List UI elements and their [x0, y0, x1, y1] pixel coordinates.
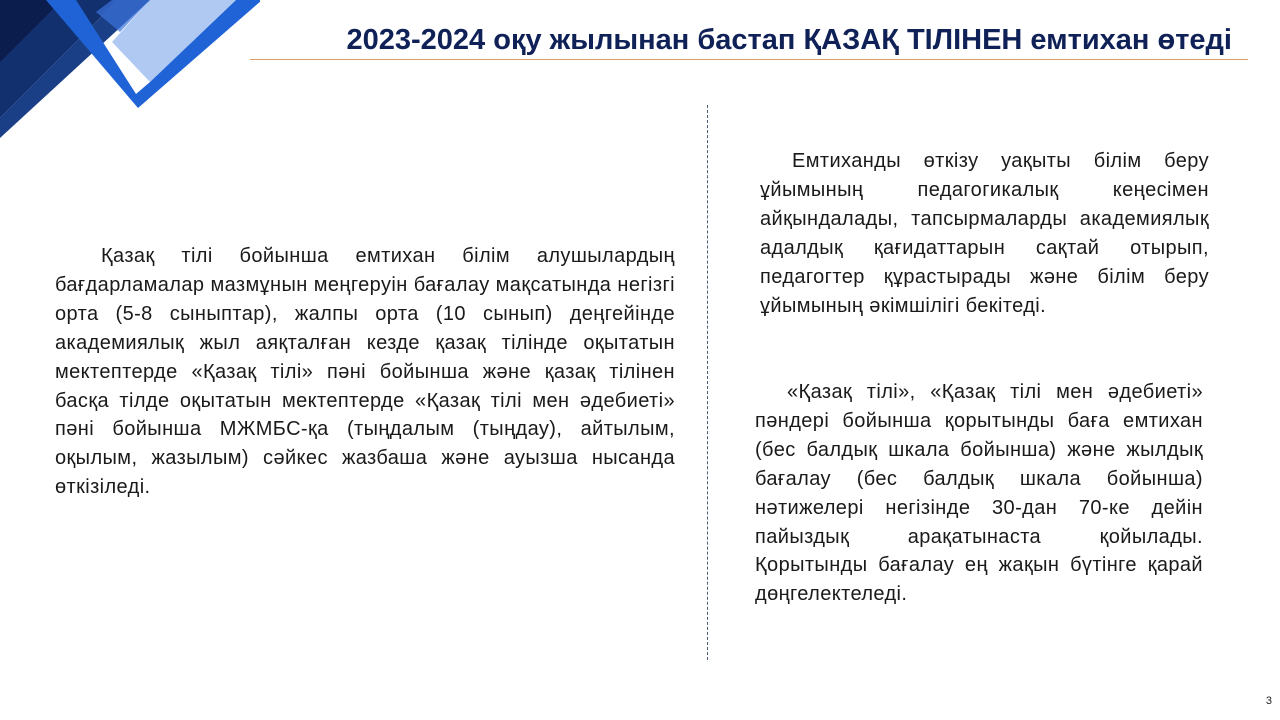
exam-schedule-paragraph: Емтиханды өткізу уақыты білім беру ұйымының педагогикалық кеңесімен айқындалады, тапсырмаларды академиялық адалдық қағидаттарын сақтай отырып, педагогтер құрастырады және білім беру ұйымының әкімшілігі бекітеді.	[760, 150, 1209, 317]
page-number: 3	[1265, 695, 1272, 707]
column-divider	[707, 105, 708, 660]
final-grade-paragraph: «Қазақ тілі», «Қазақ тілі мен әдебиеті» пәндері бойынша қорытынды баға емтихан (бес балдық шкала бойынша) және жылдық бағалау (бес балдық шкала бойынша) нәтижелері негізінде 30-дан 70-ке дейін пайыздық арақатынаста қойылады. Қорытынды бағалау ең жақын бүтінге қарай дөңгелектеледі.	[755, 381, 1203, 606]
exam-description-paragraph: Қазақ тілі бойынша емтихан білім алушылардың бағдарламалар мазмұнын меңгеруін бағалау мақсатында негізгі орта (5-8 сыныптар), жалпы орта (10 сынып) деңгейінде академиялық жыл аяқталған кезде қазақ тілінде оқытатын мектептерде «Қазақ тілі» пәні бойынша және қазақ тілінен басқа тілде оқытатын мектептерде «Қазақ тілі мен әдебиеті» пәні бойынша МЖМБС-қа (тыңдалым (тыңдау), айтылым, оқылым, жазылым) сәйкес жазбаша және ауызша нысанда өткізіледі.	[55, 245, 675, 499]
slide-title: 2023-2024 оқу жылынан бастап ҚАЗАҚ ТІЛІНЕН емтихан өтеді	[346, 24, 1232, 56]
title-underline	[250, 59, 1248, 60]
